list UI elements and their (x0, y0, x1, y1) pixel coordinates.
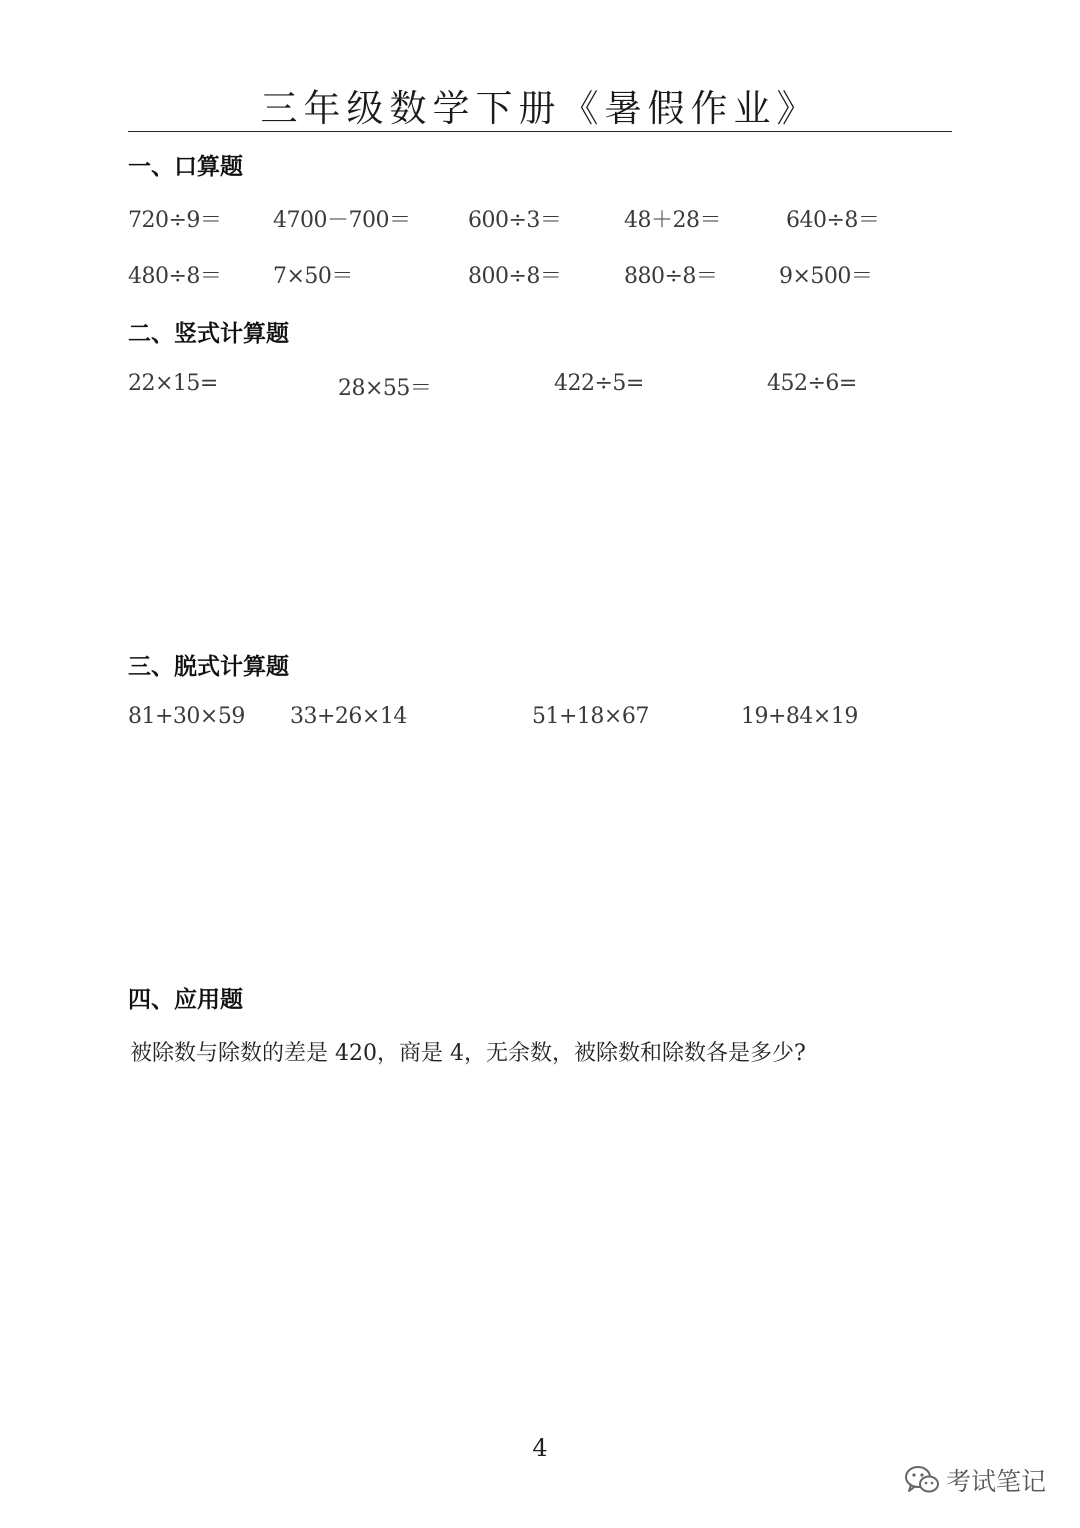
oral-problem: 4700－700＝ (273, 208, 411, 233)
section-vertical-heading: 二、竖式计算题 (128, 321, 289, 347)
section-oral-heading: 一、口算题 (128, 154, 243, 180)
section-stepwise-heading: 三、脱式计算题 (128, 654, 289, 680)
watermark (904, 1462, 1046, 1498)
stepwise-problem: 33+26×14 (290, 704, 407, 729)
vertical-problem: 422÷5= (554, 371, 644, 396)
oral-problem: 600÷3＝ (468, 208, 562, 233)
page-title: 三年级数学下册《暑假作业》 (260, 87, 820, 130)
oral-problem: 720÷9＝ (128, 208, 222, 233)
vertical-problem: 28×55＝ (338, 376, 432, 401)
title-divider (128, 131, 952, 132)
oral-problem: 48＋28＝ (624, 208, 721, 233)
wechat-icon (904, 1464, 940, 1496)
oral-problem: 9×500＝ (779, 264, 873, 289)
oral-problem: 880÷8＝ (624, 264, 718, 289)
oral-problem: 800÷8＝ (468, 264, 562, 289)
stepwise-problem: 19+84×19 (741, 704, 858, 729)
stepwise-problem: 81+30×59 (128, 704, 245, 729)
watermark-text: 考试笔记 (945, 1467, 1046, 1496)
vertical-problem: 452÷6= (767, 371, 857, 396)
page-number: 4 (532, 1434, 548, 1462)
section-application-heading: 四、应用题 (128, 987, 243, 1013)
application-question: 被除数与除数的差是 420，商是 4，无余数，被除数和除数各是多少? (130, 1041, 806, 1066)
vertical-problem: 22×15= (128, 371, 218, 396)
oral-problem: 640÷8＝ (786, 208, 880, 233)
stepwise-problem: 51+18×67 (532, 704, 649, 729)
oral-problem: 480÷8＝ (128, 264, 222, 289)
oral-problem: 7×50＝ (273, 264, 353, 289)
